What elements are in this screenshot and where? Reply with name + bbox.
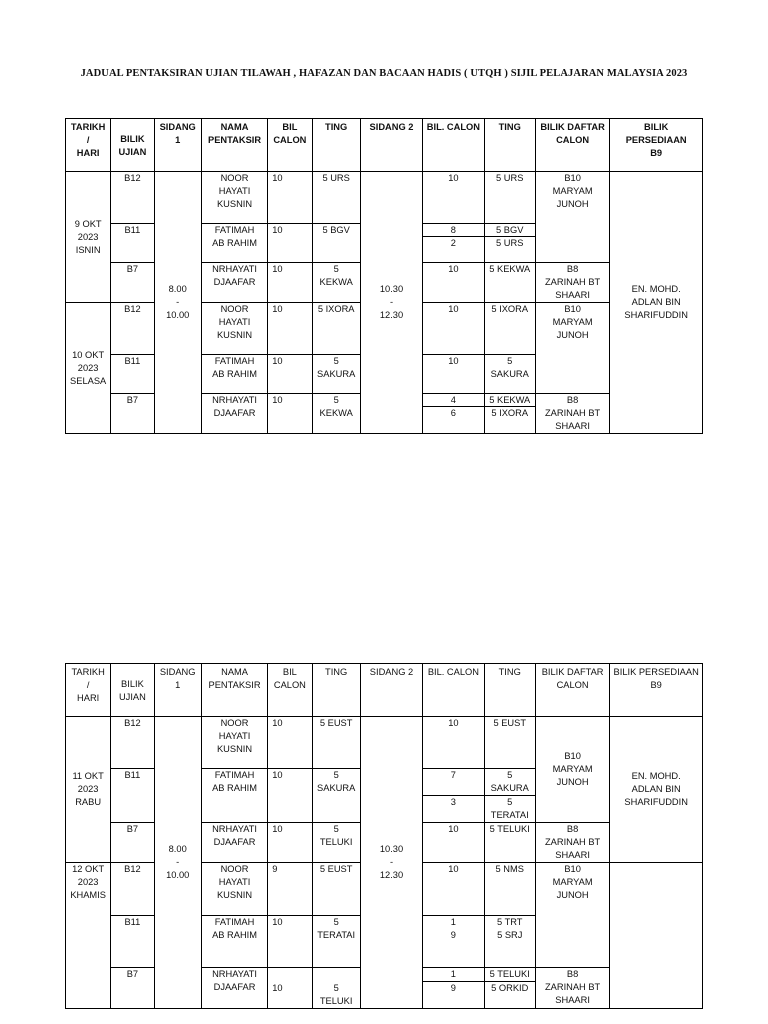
schedule-table-2 bbox=[65, 663, 703, 1009]
ting-cell: 5 TELUKI bbox=[312, 823, 360, 863]
bil-calon-2-cell: 10 bbox=[423, 263, 484, 303]
bil-calon-2-a: 8 bbox=[423, 224, 483, 237]
ting-2-b: 5 IXORA bbox=[491, 408, 529, 418]
daftar-cell: B8 ZARINAH BT SHAARI bbox=[535, 823, 609, 863]
bil-calon-2-b: 3 bbox=[450, 797, 456, 807]
header-sidang-2: SIDANG 2 bbox=[360, 664, 422, 717]
header-tarikh: TARIKH / HARI bbox=[66, 119, 111, 172]
room-cell: B12 bbox=[111, 303, 154, 355]
room-cell: B11 bbox=[111, 916, 154, 968]
ting-cell: 5 SAKURA bbox=[312, 769, 360, 823]
daftar-cell: B8 ZARINAH BT SHAARI bbox=[535, 968, 609, 1009]
header-sidang-1: SIDANG 1 bbox=[154, 664, 201, 717]
assessor-cell: FATIMAH AB RAHIM bbox=[201, 769, 267, 823]
header-ting-2: TING bbox=[484, 664, 535, 717]
room-cell: B11 bbox=[111, 355, 154, 394]
daftar-cell: B8 ZARINAH BT SHAARI bbox=[535, 263, 609, 303]
persediaan-person: EN. MOHD. ADLAN BIN SHARIFUDDIN bbox=[610, 172, 703, 434]
ting-2-cell: 5 URS bbox=[484, 172, 535, 224]
bil-calon-cell: 10 bbox=[268, 224, 312, 263]
ting-cell: 5 SAKURA bbox=[312, 355, 360, 394]
bil-calon-cell: 10 bbox=[268, 769, 312, 823]
bil-calon-2-cell: 10 bbox=[423, 823, 484, 863]
page-title: JADUAL PENTAKSIRAN UJIAN TILAWAH , HAFAZAN DAN BACAAN HADIS ( UTQH ) SIJIL PELAJARAN MALAYSIA 2023 bbox=[80, 68, 688, 79]
header-row bbox=[66, 119, 703, 172]
header-bilik-daftar: BILIK DAFTAR CALON bbox=[535, 664, 609, 717]
daftar-cell: B10 MARYAM JUNOH bbox=[535, 303, 609, 394]
header-ting: TING bbox=[312, 664, 360, 717]
room-cell: B7 bbox=[111, 394, 154, 434]
bil-calon-cell: 10 bbox=[268, 355, 312, 394]
bil-calon-cell: 10 bbox=[268, 263, 312, 303]
room-cell: B12 bbox=[111, 717, 154, 769]
header-row bbox=[66, 664, 703, 717]
header-nama-pentaksir: NAMA PENTAKSIR bbox=[201, 119, 267, 172]
bil-calon-2-split bbox=[423, 769, 484, 823]
ting-2-cell: 5 NMS bbox=[484, 863, 535, 916]
room-cell: B12 bbox=[111, 172, 154, 224]
ting-2-cell: 5 SAKURA bbox=[484, 355, 535, 394]
header-bilik-persediaan: BILIK PERSEDIAAN B9 bbox=[610, 119, 703, 172]
room-cell: B12 bbox=[111, 863, 154, 916]
ting-2-cell: 5 TRT 5 SRJ bbox=[484, 916, 535, 968]
sidang-1-time: 8.00 - 10.00 bbox=[154, 172, 201, 434]
bil-calon-2-split bbox=[423, 968, 484, 1009]
header-nama-pentaksir: NAMA PENTAKSIR bbox=[201, 664, 267, 717]
ting-2-cell: 5 KEKWA bbox=[484, 263, 535, 303]
date-cell: 12 OKT 2023 KHAMIS bbox=[66, 863, 111, 1009]
daftar-cell: B10 MARYAM JUNOH bbox=[535, 717, 609, 823]
header-bilik-ujian: BILIK UJIAN bbox=[111, 664, 154, 717]
ting-cell: 5 TERATAI bbox=[312, 916, 360, 968]
assessor-cell: NOOR HAYATI KUSNIN bbox=[201, 172, 267, 224]
bil-calon-2-b: 2 bbox=[450, 238, 456, 248]
ting-cell: 5 IXORA bbox=[312, 303, 360, 355]
ting-cell: 5 URS bbox=[312, 172, 360, 224]
bil-calon-2-cell: 10 bbox=[423, 355, 484, 394]
sidang-2-time: 10.30 - 12.30 bbox=[360, 172, 422, 434]
ting-2-cell: 5 EUST bbox=[484, 717, 535, 769]
assessor-cell: NRHAYATI DJAAFAR bbox=[201, 263, 267, 303]
header-tarikh: TARIKH / HARI bbox=[66, 664, 111, 717]
ting-2-split bbox=[484, 394, 535, 434]
bil-calon-cell: 10 bbox=[268, 303, 312, 355]
room-cell: B11 bbox=[111, 224, 154, 263]
header-bilik-ujian: BILIK UJIAN bbox=[111, 119, 154, 172]
header-sidang-1: SIDANG 1 bbox=[154, 119, 201, 172]
bil-calon-2-split bbox=[423, 394, 484, 434]
ting-2-a: 5 TELUKI bbox=[485, 968, 535, 982]
bil-calon-cell: 10 bbox=[268, 968, 312, 1009]
ting-2-b: 5 TERATAI bbox=[490, 797, 529, 820]
header-bil-calon: BIL CALON bbox=[268, 664, 312, 717]
header-ting-2: TING bbox=[484, 119, 535, 172]
header-bil-calon-2: BIL. CALON bbox=[423, 664, 484, 717]
assessor-cell: NOOR HAYATI KUSNIN bbox=[201, 717, 267, 769]
assessor-cell: NRHAYATI DJAAFAR bbox=[201, 823, 267, 863]
bil-calon-cell: 10 bbox=[268, 916, 312, 968]
ting-cell: 5 EUST bbox=[312, 717, 360, 769]
ting-2-split bbox=[484, 769, 535, 823]
date-cell: 11 OKT 2023 RABU bbox=[66, 717, 111, 863]
room-cell: B7 bbox=[111, 823, 154, 863]
room-cell: B7 bbox=[111, 968, 154, 1009]
assessor-cell: NRHAYATI DJAAFAR bbox=[201, 394, 267, 434]
room-cell: B7 bbox=[111, 263, 154, 303]
ting-2-b: 5 URS bbox=[496, 238, 524, 248]
table-row bbox=[66, 717, 703, 769]
bil-calon-2-split bbox=[423, 224, 484, 263]
daftar-cell: B8 ZARINAH BT SHAARI bbox=[535, 394, 609, 434]
header-bilik-daftar: BILIK DAFTAR CALON bbox=[535, 119, 609, 172]
bil-calon-2-cell: 10 bbox=[423, 172, 484, 224]
header-bil-calon-2: BIL. CALON bbox=[423, 119, 484, 172]
assessor-cell: FATIMAH AB RAHIM bbox=[201, 916, 267, 968]
ting-2-cell: 5 TELUKI bbox=[484, 823, 535, 863]
assessor-cell: FATIMAH AB RAHIM bbox=[201, 355, 267, 394]
bil-calon-2-cell: 10 bbox=[423, 717, 484, 769]
ting-2-a: 5 SAKURA bbox=[485, 769, 535, 796]
room-cell: B11 bbox=[111, 769, 154, 823]
ting-cell: 5 KEKWA bbox=[312, 263, 360, 303]
ting-2-split bbox=[484, 968, 535, 1009]
header-ting: TING bbox=[312, 119, 360, 172]
table-row bbox=[66, 172, 703, 224]
header-bil-calon: BIL CALON bbox=[268, 119, 312, 172]
bil-calon-cell: 9 bbox=[268, 863, 312, 916]
ting-cell: 5 EUST bbox=[312, 863, 360, 916]
bil-calon-2-a: 7 bbox=[423, 769, 483, 796]
ting-2-cell: 5 IXORA bbox=[484, 303, 535, 355]
bil-calon-2-cell: 10 bbox=[423, 303, 484, 355]
bil-calon-cell: 10 bbox=[268, 394, 312, 434]
ting-cell: 5 TELUKI bbox=[312, 968, 360, 1009]
persediaan-empty bbox=[610, 863, 703, 1009]
bil-calon-2-a: 4 bbox=[423, 394, 483, 407]
persediaan-person: EN. MOHD. ADLAN BIN SHARIFUDDIN bbox=[610, 717, 703, 863]
header-sidang-2: SIDANG 2 bbox=[360, 119, 422, 172]
assessor-cell: NRHAYATI DJAAFAR bbox=[201, 968, 267, 1009]
ting-2-a: 5 KEKWA bbox=[485, 394, 535, 407]
date-cell: 9 OKT 2023 ISNIN bbox=[66, 172, 111, 303]
bil-calon-cell: 10 bbox=[268, 823, 312, 863]
bil-calon-2-b: 6 bbox=[450, 408, 456, 418]
bil-calon-cell: 10 bbox=[268, 717, 312, 769]
ting-cell: 5 KEKWA bbox=[312, 394, 360, 434]
daftar-cell: B10 MARYAM JUNOH bbox=[535, 172, 609, 263]
ting-2-split bbox=[484, 224, 535, 263]
sidang-2-time: 10.30 - 12.30 bbox=[360, 717, 422, 1009]
bil-calon-2-cell: 1 9 bbox=[423, 916, 484, 968]
schedule-table-1 bbox=[65, 118, 703, 434]
date-cell: 10 OKT 2023 SELASA bbox=[66, 303, 111, 434]
bil-calon-2-cell: 10 bbox=[423, 863, 484, 916]
bil-calon-2-a: 1 bbox=[423, 968, 483, 982]
sidang-1-time: 8.00 - 10.00 bbox=[154, 717, 201, 1009]
ting-2-b: 5 ORKID bbox=[491, 983, 529, 993]
assessor-cell: NOOR HAYATI KUSNIN bbox=[201, 863, 267, 916]
header-bilik-persediaan: BILIK PERSEDIAAN B9 bbox=[610, 664, 703, 717]
assessor-cell: NOOR HAYATI KUSNIN bbox=[201, 303, 267, 355]
ting-2-a: 5 BGV bbox=[485, 224, 535, 237]
ting-cell: 5 BGV bbox=[312, 224, 360, 263]
bil-calon-2-b: 9 bbox=[450, 983, 456, 993]
daftar-cell: B10 MARYAM JUNOH bbox=[535, 863, 609, 968]
assessor-cell: FATIMAH AB RAHIM bbox=[201, 224, 267, 263]
bil-calon-cell: 10 bbox=[268, 172, 312, 224]
